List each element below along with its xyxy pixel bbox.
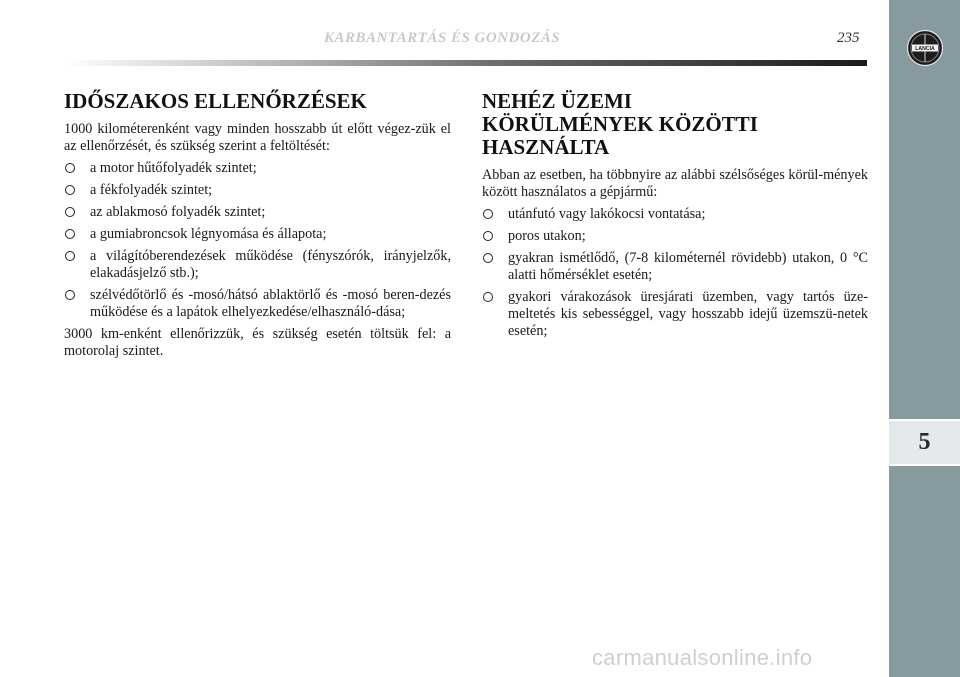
circle-bullet-icon — [65, 251, 75, 261]
list-item: utánfutó vagy lakókocsi vontatása; — [482, 206, 868, 223]
conditions-list — [482, 206, 868, 340]
chapter-tab[interactable]: 5 — [889, 419, 960, 466]
list-item: szélvédőtörlő és -mosó/hátsó ablaktörlő és -mosó beren-dezés működése és a lapátok elhelyezkedése/elhasználó-dása; — [64, 287, 451, 321]
right-column — [482, 90, 868, 345]
circle-bullet-icon — [65, 229, 75, 239]
list-item: a világítóberendezések működése (fényszórók, irányjelzők, elakadásjelző stb.); — [64, 248, 451, 282]
chapter-sidebar — [889, 0, 960, 677]
circle-bullet-icon — [65, 185, 75, 195]
list-item: a gumiabroncsok légnyomása és állapota; — [64, 226, 451, 243]
section-heading-periodic-checks: IDŐSZAKOS ELLENŐRZÉSEK — [64, 89, 367, 113]
circle-bullet-icon — [65, 290, 75, 300]
outro-paragraph: 3000 km-enként ellenőrizzük, és szükség esetén töltsük fel: a motorolaj szintet. — [64, 326, 451, 359]
check-list — [64, 160, 451, 321]
circle-bullet-icon — [483, 292, 493, 302]
intro-paragraph: 1000 kilométerenként vagy minden hosszabb út előtt végez-zük el az ellenőrzését, és szükség szerint a feltöltését: — [64, 121, 451, 154]
lancia-logo-icon — [906, 29, 944, 67]
svg-text:LANCIA: LANCIA — [915, 46, 935, 53]
circle-bullet-icon — [65, 207, 75, 217]
circle-bullet-icon — [483, 209, 493, 219]
intro-paragraph: Abban az esetben, ha többnyire az alábbi szélsőséges körül-mények között használatos a gépjármű: — [482, 167, 868, 200]
circle-bullet-icon — [483, 231, 493, 241]
list-item: gyakran ismétlődő, (7-8 kilométernél rövidebb) utakon, 0 °C alatti hőmérséklet esetén; — [482, 250, 868, 284]
list-item: az ablakmosó folyadék szintet; — [64, 204, 451, 221]
heading-line: KÖRÜLMÉNYEK KÖZÖTTI — [482, 112, 758, 136]
list-item: poros utakon; — [482, 228, 868, 245]
watermark: carmanualsonline.info — [592, 645, 813, 670]
left-column — [64, 90, 451, 365]
section-heading-severe-conditions — [482, 90, 868, 159]
list-item: a fékfolyadék szintet; — [64, 182, 451, 199]
page-number: 235 — [837, 30, 860, 46]
heading-line: NEHÉZ ÜZEMI — [482, 89, 632, 113]
list-item: gyakori várakozások üresjárati üzemben, vagy tartós üze-meltetés kis sebességgel, vagy hosszabb idejű üzemszü-netek esetén; — [482, 289, 868, 340]
heading-line: HASZNÁLTA — [482, 135, 610, 159]
header-rule — [64, 60, 867, 66]
running-header: KARBANTARTÁS ÉS GONDOZÁS — [324, 30, 561, 46]
list-item: a motor hűtőfolyadék szintet; — [64, 160, 451, 177]
circle-bullet-icon — [65, 163, 75, 173]
circle-bullet-icon — [483, 253, 493, 263]
